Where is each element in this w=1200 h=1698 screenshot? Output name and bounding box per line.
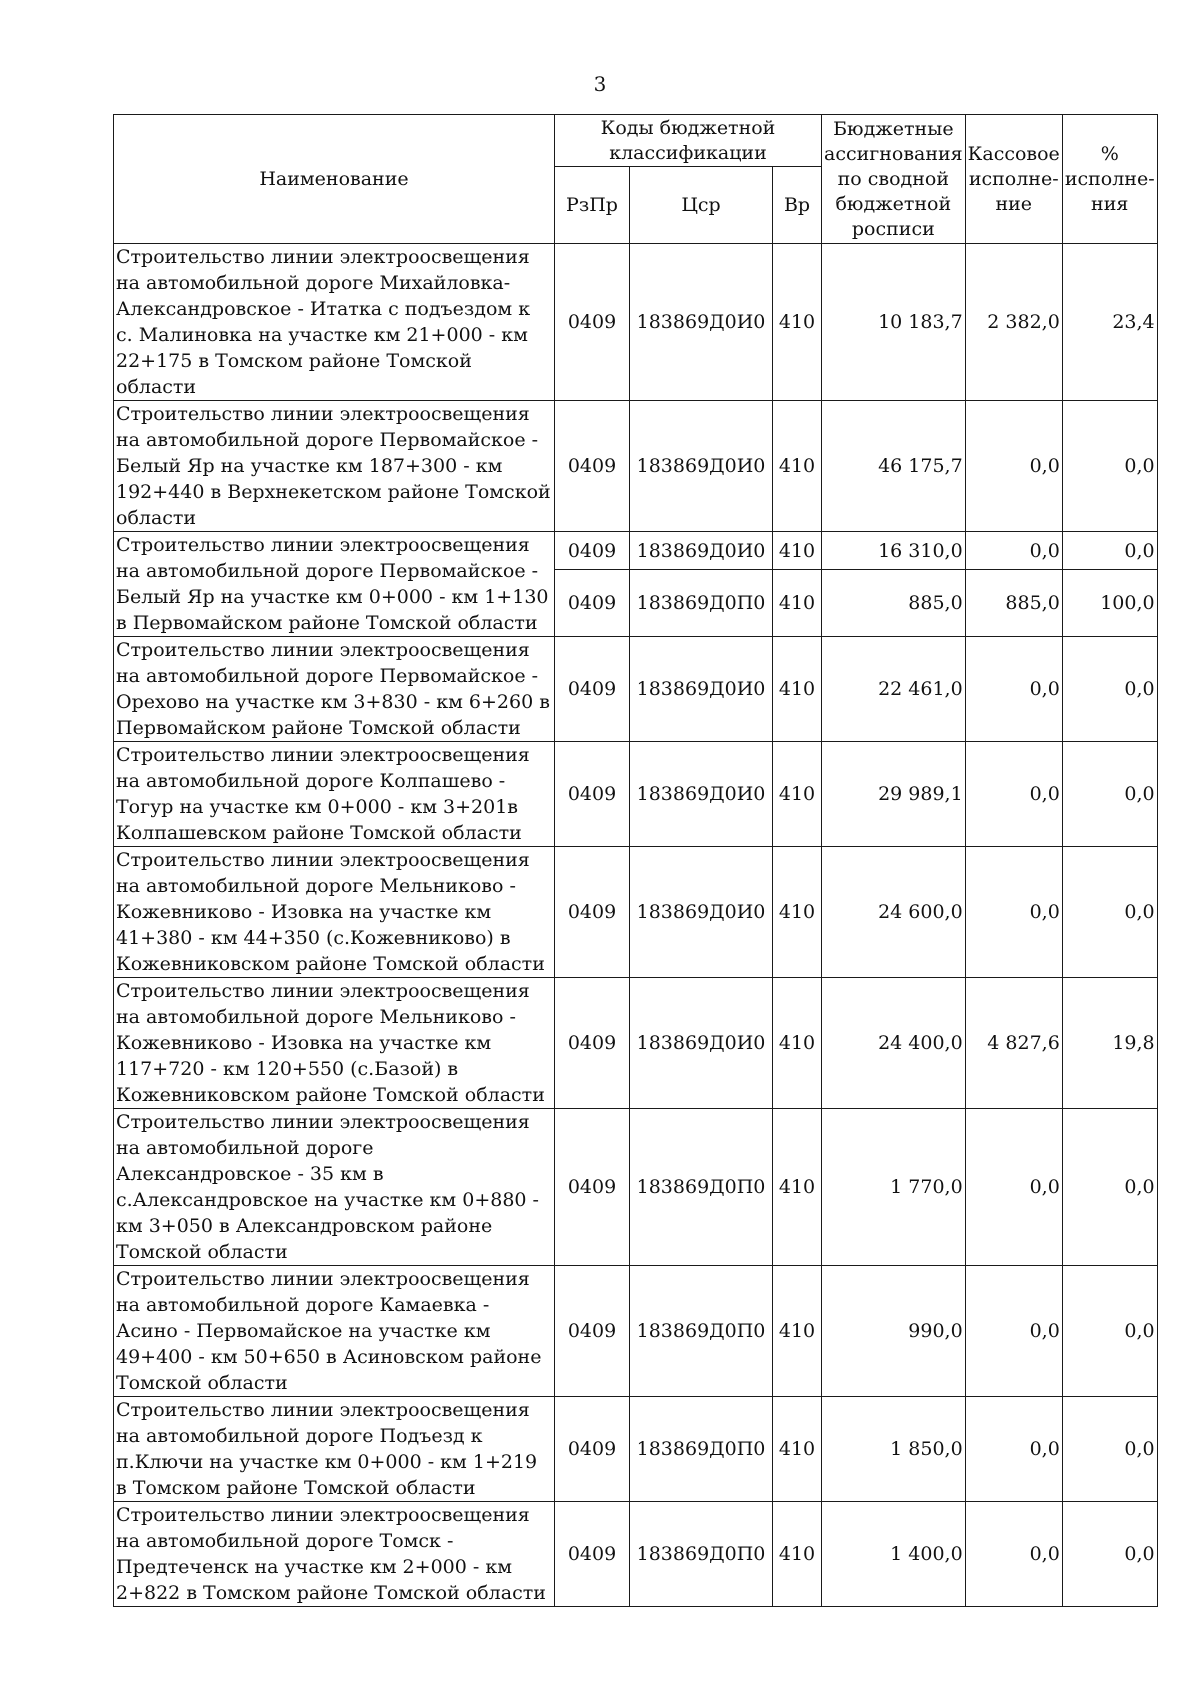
cash-execution: 0,0 [965,847,1062,978]
header-csr: Цср [630,167,773,244]
code-rzpr: 0409 [555,570,630,637]
cash-execution: 4 827,6 [965,978,1062,1109]
budget-assignment: 885,0 [822,570,966,637]
code-csr: 183869Д0И0 [630,637,773,742]
budget-assignment: 24 600,0 [822,847,966,978]
budget-assignment: 1 850,0 [822,1397,966,1502]
code-csr: 183869Д0П0 [630,570,773,637]
table-row [114,1502,1158,1607]
cash-execution: 0,0 [965,742,1062,847]
cash-execution: 0,0 [965,1397,1062,1502]
execution-percent: 100,0 [1062,570,1157,637]
table-row [114,244,1158,401]
cash-execution: 0,0 [965,401,1062,532]
execution-percent: 0,0 [1062,401,1157,532]
execution-percent: 0,0 [1062,1266,1157,1397]
code-vr: 410 [773,570,822,637]
execution-percent: 0,0 [1062,532,1157,570]
item-name: Строительство линии электроосвещения на автомобильной дороге Первомайское - Белый Яр на участке км 187+300 - км 192+440 в Верхнекетском районе Томской области [114,401,555,532]
code-vr: 410 [773,1502,822,1607]
cash-execution: 0,0 [965,1266,1062,1397]
item-name: Строительство линии электроосвещения на автомобильной дороге Мельниково - Кожевниково - Изовка на участке км 117+720 - км 120+550 (с.Базой) в Кожевниковском районе Томской области [114,978,555,1109]
table-row [114,742,1158,847]
table-row [114,847,1158,978]
budget-table [113,114,1158,1607]
code-vr: 410 [773,1109,822,1266]
table-body [114,244,1158,1607]
code-vr: 410 [773,1397,822,1502]
code-vr: 410 [773,847,822,978]
code-rzpr: 0409 [555,244,630,401]
execution-percent: 23,4 [1062,244,1157,401]
code-csr: 183869Д0П0 [630,1397,773,1502]
item-name: Строительство линии электроосвещения на автомобильной дороге Первомайское - Орехово на участке км 3+830 - км 6+260 в Первомайском районе Томской области [114,637,555,742]
item-name: Строительство линии электроосвещения на автомобильной дороге Подъезд к п.Ключи на участке км 0+000 - км 1+219 в Томском районе Томской области [114,1397,555,1502]
table-row [114,637,1158,742]
header-vr: Вр [773,167,822,244]
budget-assignment: 1 770,0 [822,1109,966,1266]
code-rzpr: 0409 [555,1266,630,1397]
code-rzpr: 0409 [555,1397,630,1502]
table-row [114,532,1158,570]
budget-assignment: 22 461,0 [822,637,966,742]
execution-percent: 0,0 [1062,847,1157,978]
execution-percent: 0,0 [1062,1502,1157,1607]
header-cash-execution: Кассовое исполне-ние [965,115,1062,244]
code-rzpr: 0409 [555,1502,630,1607]
item-name: Строительство линии электроосвещения на автомобильной дороге Мельниково - Кожевниково - Изовка на участке км 41+380 - км 44+350 (с.Кожевниково) в Кожевниковском районе Томской области [114,847,555,978]
table-row [114,978,1158,1109]
code-csr: 183869Д0П0 [630,1109,773,1266]
header-percent: % исполне-ния [1062,115,1157,244]
cash-execution: 885,0 [965,570,1062,637]
item-name: Строительство линии электроосвещения на автомобильной дороге Камаевка - Асино - Первомайское на участке км 49+400 - км 50+650 в Асиновском районе Томской области [114,1266,555,1397]
code-vr: 410 [773,637,822,742]
code-csr: 183869Д0П0 [630,1266,773,1397]
code-vr: 410 [773,742,822,847]
budget-assignment: 1 400,0 [822,1502,966,1607]
header-name: Наименование [114,115,555,244]
budget-assignment: 990,0 [822,1266,966,1397]
code-vr: 410 [773,978,822,1109]
code-rzpr: 0409 [555,742,630,847]
code-vr: 410 [773,244,822,401]
budget-assignment: 10 183,7 [822,244,966,401]
code-rzpr: 0409 [555,401,630,532]
code-csr: 183869Д0И0 [630,742,773,847]
code-csr: 183869Д0И0 [630,978,773,1109]
table-row [114,1266,1158,1397]
cash-execution: 0,0 [965,637,1062,742]
item-name: Строительство линии электроосвещения на автомобильной дороге Первомайское - Белый Яр на участке км 0+000 - км 1+130 в Первомайском районе Томской области [114,532,555,637]
budget-assignment: 46 175,7 [822,401,966,532]
page-number: 3 [593,72,607,96]
code-csr: 183869Д0П0 [630,1502,773,1607]
header-codes-group: Коды бюджетной классификации [555,115,822,167]
execution-percent: 0,0 [1062,1109,1157,1266]
code-rzpr: 0409 [555,1109,630,1266]
execution-percent: 0,0 [1062,1397,1157,1502]
cash-execution: 2 382,0 [965,244,1062,401]
budget-assignment: 16 310,0 [822,532,966,570]
code-csr: 183869Д0И0 [630,532,773,570]
budget-assignment: 29 989,1 [822,742,966,847]
table-row [114,1109,1158,1266]
cash-execution: 0,0 [965,532,1062,570]
execution-percent: 0,0 [1062,637,1157,742]
item-name: Строительство линии электроосвещения на автомобильной дороге Колпашево - Тогур на участке км 0+000 - км 3+201в Колпашевском районе Томской области [114,742,555,847]
table-row [114,401,1158,532]
header-rzpr: РзПр [555,167,630,244]
code-rzpr: 0409 [555,847,630,978]
code-csr: 183869Д0И0 [630,401,773,532]
code-vr: 410 [773,1266,822,1397]
header-assignments: Бюджетные ассигнования по сводной бюджетной росписи [822,115,966,244]
budget-assignment: 24 400,0 [822,978,966,1109]
code-rzpr: 0409 [555,532,630,570]
table-header [114,115,1158,244]
code-vr: 410 [773,401,822,532]
cash-execution: 0,0 [965,1502,1062,1607]
item-name: Строительство линии электроосвещения на автомобильной дороге Михайловка-Александровское - Итатка с подъездом к с. Малиновка на участке км 21+000 - км 22+175 в Томском районе Томской области [114,244,555,401]
code-rzpr: 0409 [555,978,630,1109]
table-row [114,1397,1158,1502]
code-rzpr: 0409 [555,637,630,742]
execution-percent: 0,0 [1062,742,1157,847]
execution-percent: 19,8 [1062,978,1157,1109]
code-vr: 410 [773,532,822,570]
item-name: Строительство линии электроосвещения на автомобильной дороге Томск - Предтеченск на участке км 2+000 - км 2+822 в Томском районе Томской области [114,1502,555,1607]
cash-execution: 0,0 [965,1109,1062,1266]
item-name: Строительство линии электроосвещения на автомобильной дороге Александровское - 35 км в с.Александровское на участке км 0+880 - км 3+050 в Александровском районе Томской области [114,1109,555,1266]
code-csr: 183869Д0И0 [630,847,773,978]
code-csr: 183869Д0И0 [630,244,773,401]
